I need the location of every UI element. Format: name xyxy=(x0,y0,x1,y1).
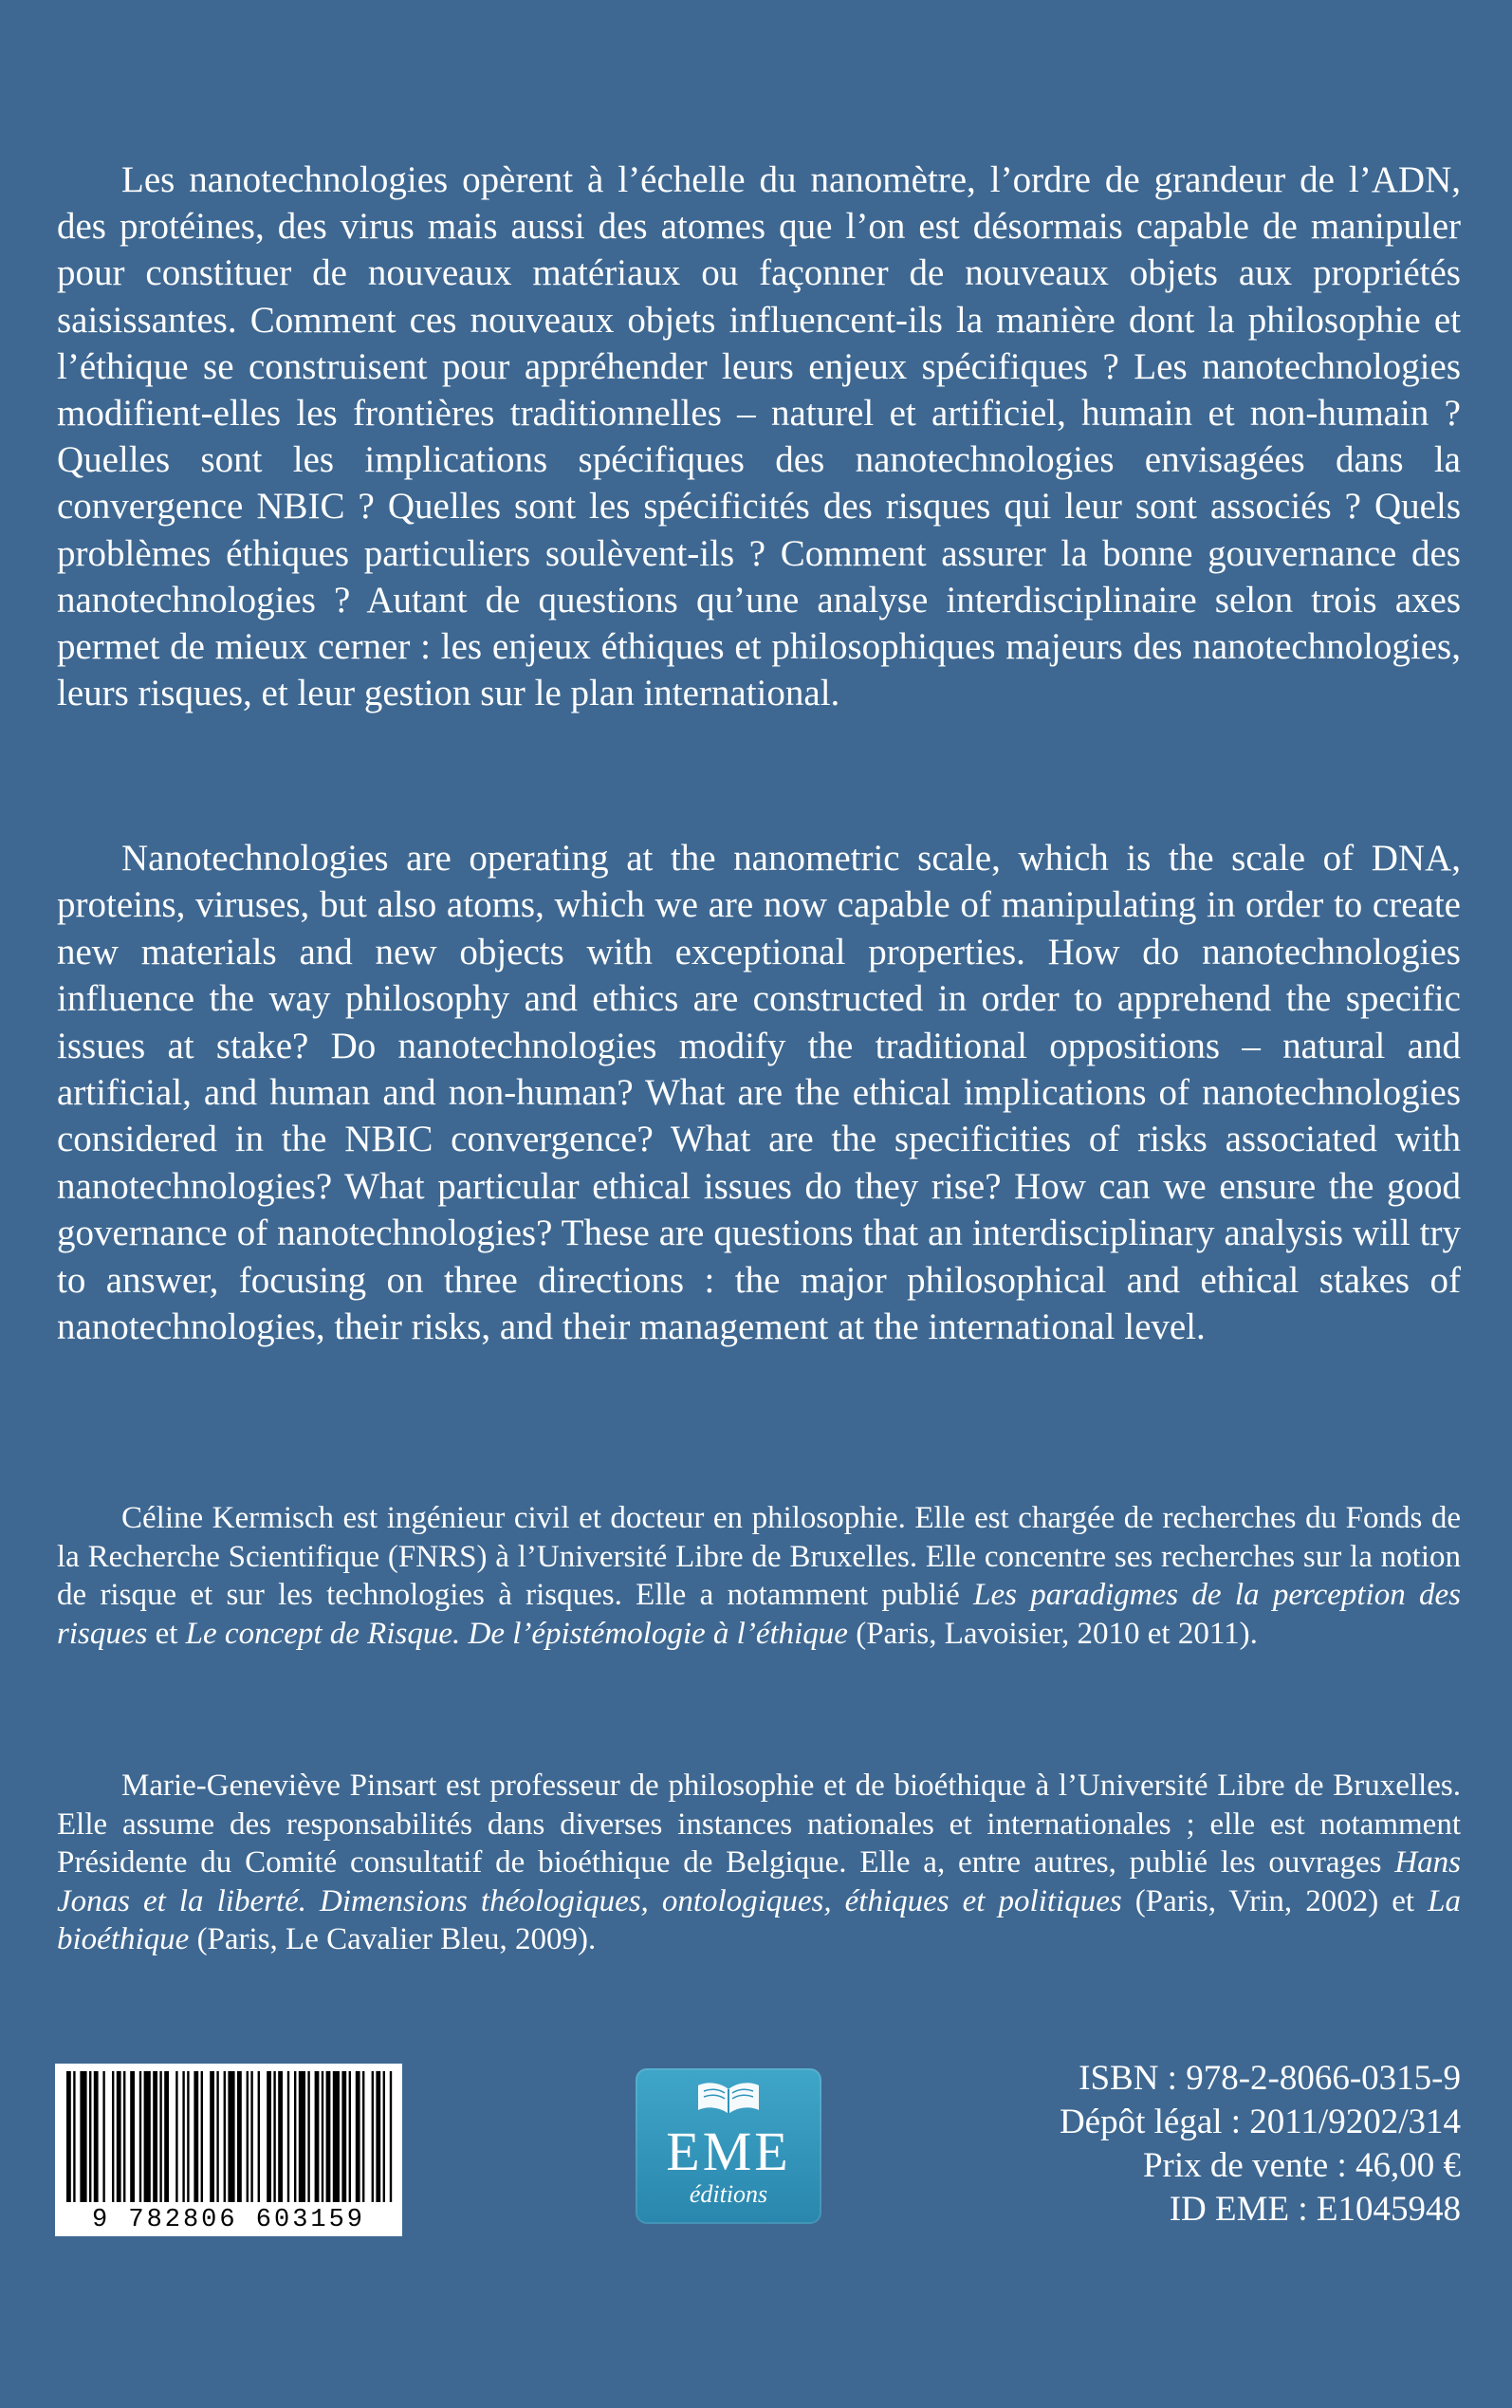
bio-text: (Paris, Vrin, 2002) et xyxy=(1121,1883,1429,1918)
french-summary: Les nanotechnologies opèrent à l’échelle du nanomètre, l’ordre de grandeur de l’ADN, des protéines, des virus mais aussi des atomes que l’on est désormais capable de manipuler pour constituer de nouveaux matériaux ou façonner de nouveaux objets aux propriétés saisissantes. Comment ces nouveaux objets influencent-ils la manière dont la philosophie et l’éthique se construisent pour appréhender leurs enjeux spécifiques ? Les nanotechnologies modifient-elles les frontières traditionnelles – naturel et artificiel, humain et non-humain ? Quelles sont les implications spécifiques des nanotechnologies envisagées dans la convergence NBIC ? Quelles sont les spécificités des risques qui leur sont associés ? Quels problèmes éthiques particuliers soulèvent-ils ? Comment assurer la bonne gouvernance des nanotechnologies ? Autant de questions qu’une analyse interdisciplinaire selon trois axes permet de mieux cerner : les enjeux éthiques et philosophiques majeurs des nanotechnologies, leurs risques, et leur gestion sur le plan international. xyxy=(57,159,1461,714)
barcode-bar xyxy=(307,2071,309,2202)
barcode-bar xyxy=(112,2071,114,2202)
barcode-bar xyxy=(273,2071,275,2202)
barcode-digits: 9 782806 603159 xyxy=(91,2206,366,2234)
barcode-bar xyxy=(153,2071,157,2202)
barcode-bar xyxy=(159,2071,161,2202)
barcode-bar xyxy=(376,2071,380,2202)
barcode-bar xyxy=(287,2071,289,2202)
barcode-bar xyxy=(73,2071,75,2202)
barcode-bar xyxy=(247,2071,249,2202)
barcode-bars xyxy=(55,2064,402,2206)
barcode-bar xyxy=(228,2071,234,2202)
open-book-icon xyxy=(696,2080,761,2118)
logo-subtitle: éditions xyxy=(689,2180,768,2208)
barcode-bar xyxy=(130,2071,135,2202)
barcode-bar xyxy=(224,2071,226,2202)
barcode-bar xyxy=(258,2071,260,2202)
publication-info xyxy=(1060,2057,1461,2232)
barcode-bar xyxy=(372,2071,374,2202)
author-bio-pinsart xyxy=(57,1767,1461,1959)
barcode-bar xyxy=(144,2071,151,2202)
barcode-bar xyxy=(175,2071,177,2202)
bio-text: et xyxy=(147,1616,186,1651)
barcode-bar xyxy=(341,2071,346,2202)
barcode-bar xyxy=(383,2071,385,2202)
barcode-bar xyxy=(315,2071,320,2202)
isbn-line: ISBN : 978-2-8066-0315-9 xyxy=(1079,2059,1461,2098)
barcode-bar xyxy=(182,2071,184,2202)
barcode-bar xyxy=(322,2071,323,2202)
barcode-bar xyxy=(267,2071,271,2202)
barcode-bar xyxy=(390,2071,392,2202)
bio-text: Céline Kermisch est ingénieur civil et docteur en philosophie. Elle est chargée de recherches du Fonds de la Recherche Scientifique (FNRS) à l’Université Libre de Bruxelles. Elle concentre ses recherches sur la notion de risque et sur les technologies à risques. Elle a notamment publié xyxy=(57,1501,1461,1613)
barcode-bar xyxy=(201,2071,203,2202)
back-cover xyxy=(57,0,1461,2408)
book-title: Hans Jonas et la liberté. Dimensions théologiques, ontologiques, éthiques et politiques xyxy=(57,1845,1461,1918)
legal-deposit-line: Dépôt légal : 2011/9202/314 xyxy=(1059,2102,1461,2141)
price-line: Prix de vente : 46,00 € xyxy=(1142,2146,1461,2185)
barcode-bar xyxy=(237,2071,242,2202)
barcode-bar xyxy=(139,2071,141,2202)
barcode-bar xyxy=(349,2071,351,2202)
barcode-bar xyxy=(80,2071,86,2202)
barcode-bar xyxy=(299,2071,305,2202)
bio-text: (Paris, Lavoisier, 2010 et 2011). xyxy=(847,1616,1258,1651)
logo-name: EME xyxy=(666,2121,791,2182)
barcode-bar xyxy=(187,2071,189,2202)
barcode-bar xyxy=(102,2071,104,2202)
book-title: La bioéthique xyxy=(57,1883,1461,1957)
barcode-bar xyxy=(94,2071,99,2202)
book-title: Le concept de Risque. De l’épistémologie à l’éthique xyxy=(185,1616,848,1651)
barcode-bar xyxy=(66,2071,71,2202)
barcode-bar xyxy=(362,2071,364,2202)
bio-text: (Paris, Le Cavalier Bleu, 2009). xyxy=(189,1922,597,1957)
barcode-bar xyxy=(117,2071,121,2202)
barcode-bar xyxy=(250,2071,252,2202)
author-bio-kermisch xyxy=(57,1499,1461,1653)
barcode-bar xyxy=(356,2071,360,2202)
barcode-bar xyxy=(326,2071,331,2202)
isbn-barcode xyxy=(55,2064,402,2236)
eme-logo xyxy=(636,2068,821,2224)
english-summary: Nanotechnologies are operating at the nanometric scale, which is the scale of DNA, proteins, viruses, but also atoms, which we are now capable of manipulating in order to create new materials and new objects with exceptional properties. How do nanotechnologies influence the way philosophy and ethics are constructed in order to apprehend the specific issues at stake? Do nanotechnologies modify the traditional oppositions – natural and artificial, and human and non-human? What are the ethical implications of nanotechnologies considered in the NBIC convergence? What are the specificities of risks associated with nanotechnologies? What particular ethical issues do they rise? How can we ensure the good governance of nanotechnologies? These are questions that an interdisciplinary analysis will try to answer, focusing on three directions : the major philosophical and ethical stakes of nanotechnologies, their risks, and their management at the international level. xyxy=(57,838,1461,1348)
barcode-bar xyxy=(333,2071,340,2202)
barcode-bar xyxy=(194,2071,198,2202)
barcode-bar xyxy=(294,2071,296,2202)
barcode-bar xyxy=(123,2071,125,2202)
book-title: Les paradigmes de la perception des risques xyxy=(57,1578,1462,1651)
barcode-bar xyxy=(164,2071,169,2202)
barcode-bar xyxy=(89,2071,91,2202)
barcode-bar xyxy=(210,2071,214,2202)
barcode-bar xyxy=(278,2071,283,2202)
id-line: ID EME : E1045948 xyxy=(1169,2190,1461,2229)
barcode-bar xyxy=(216,2071,218,2202)
bio-text: Marie-Geneviève Pinsart est professeur de philosophie et de bioéthique à l’Université Libre de Bruxelles. Elle assume des responsabilités dans diverses instances nationales et internationales ; elle est notamment Présidente du Comité consultatif de bioéthique de Belgique. Elle a, entre autres, publié les ouvrages xyxy=(57,1769,1461,1880)
